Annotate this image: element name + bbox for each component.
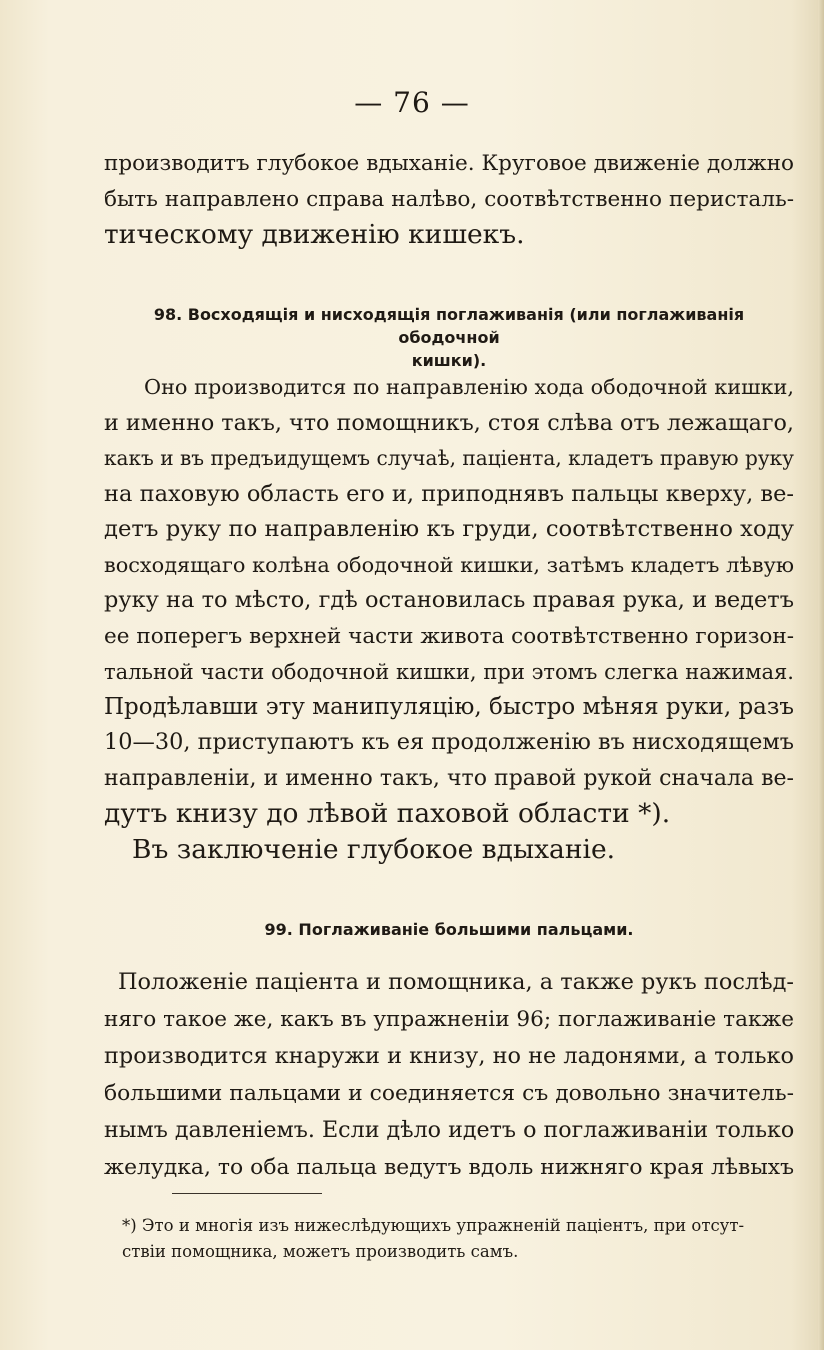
page-number: — 76 — — [354, 86, 470, 119]
intro-paragraph — [104, 146, 794, 253]
text-line: руку на то мѣсто, гдѣ остановилась правая рука, и ведетъ — [104, 587, 794, 613]
paragraph-text — [104, 370, 794, 867]
heading-line: кишки). — [411, 351, 487, 370]
text-line: восходящаго колѣна ободочной кишки, затѣмъ кладетъ лѣвую — [104, 552, 794, 577]
text-line: няго такое же, какъ въ упражненіи 96; поглаживаніе также — [104, 1007, 794, 1032]
text-line: нымъ давленіемъ. Если дѣло идетъ о поглаживаніи только — [104, 1117, 795, 1143]
footnote-line: ствіи помощника, можетъ производить самъ. — [122, 1242, 519, 1261]
text-line: на паховую область его и, приподнявъ пальцы кверху, ве- — [104, 480, 794, 507]
text-line: Положеніе паціента и помощника, а также рукъ послѣд- — [118, 969, 794, 995]
section-98-heading — [104, 303, 794, 372]
text-line: производится кнаружи и книзу, но не ладонями, а только — [104, 1043, 794, 1069]
page-edge — [818, 0, 824, 1350]
text-line: дутъ книзу до лѣвой паховой области *). — [104, 798, 671, 829]
text-line: производитъ глубокое вдыханіе. Круговое движеніе должно — [104, 151, 794, 176]
text-line: какъ и въ предъидущемъ случаѣ, паціента, кладетъ правую руку — [104, 446, 794, 470]
footnote — [122, 1213, 782, 1265]
text-line: желудка, то оба пальца ведутъ вдоль нижняго края лѣвыхъ — [104, 1155, 794, 1180]
text-line: тальной части ободочной кишки, при этомъ слегка нажимая. — [104, 659, 794, 684]
text-line: 10—30, приступаютъ къ ея продолженію въ нисходящемъ — [104, 729, 794, 755]
text-line: большими пальцами и соединяется съ довольно значитель- — [104, 1081, 794, 1106]
section-99-paragraph — [104, 964, 794, 1186]
paragraph-text — [104, 146, 794, 253]
footnote-line: *) Это и многія изъ нижеслѣдующихъ упражненій паціентъ, при отсут- — [122, 1216, 745, 1235]
text-line: Оно производится по направленію хода ободочной кишки, — [144, 375, 794, 399]
text-line: Продѣлавши эту манипуляцію, быстро мѣняя руки, разъ — [104, 693, 794, 720]
section-99-heading: 99. Поглаживаніе большими пальцами. — [264, 920, 634, 939]
text-line: ее поперегъ верхней части живота соотвѣтственно горизон- — [104, 623, 794, 649]
text-line: и именно такъ, что помощникъ, стоя слѣва отъ лежащаго, — [104, 409, 794, 436]
text-line: быть направлено справа налѣво, соотвѣтственно перисталь- — [104, 186, 794, 212]
footnote-divider — [172, 1193, 322, 1194]
text-line: детъ руку по направленію къ груди, соотвѣтственно ходу — [104, 516, 794, 542]
closing-line: Въ заключеніе глубокое вдыханіе. — [132, 833, 616, 865]
paragraph-text — [104, 964, 794, 1186]
text-line: направленіи, и именно такъ, что правой рукой сначала ве- — [104, 765, 794, 791]
heading-line: 98. Восходящія и нисходящія поглаживанія (или поглаживанія ободочной — [153, 305, 745, 347]
section-98-paragraph — [104, 370, 794, 867]
text-line: тическому движенію кишекъ. — [104, 219, 525, 250]
